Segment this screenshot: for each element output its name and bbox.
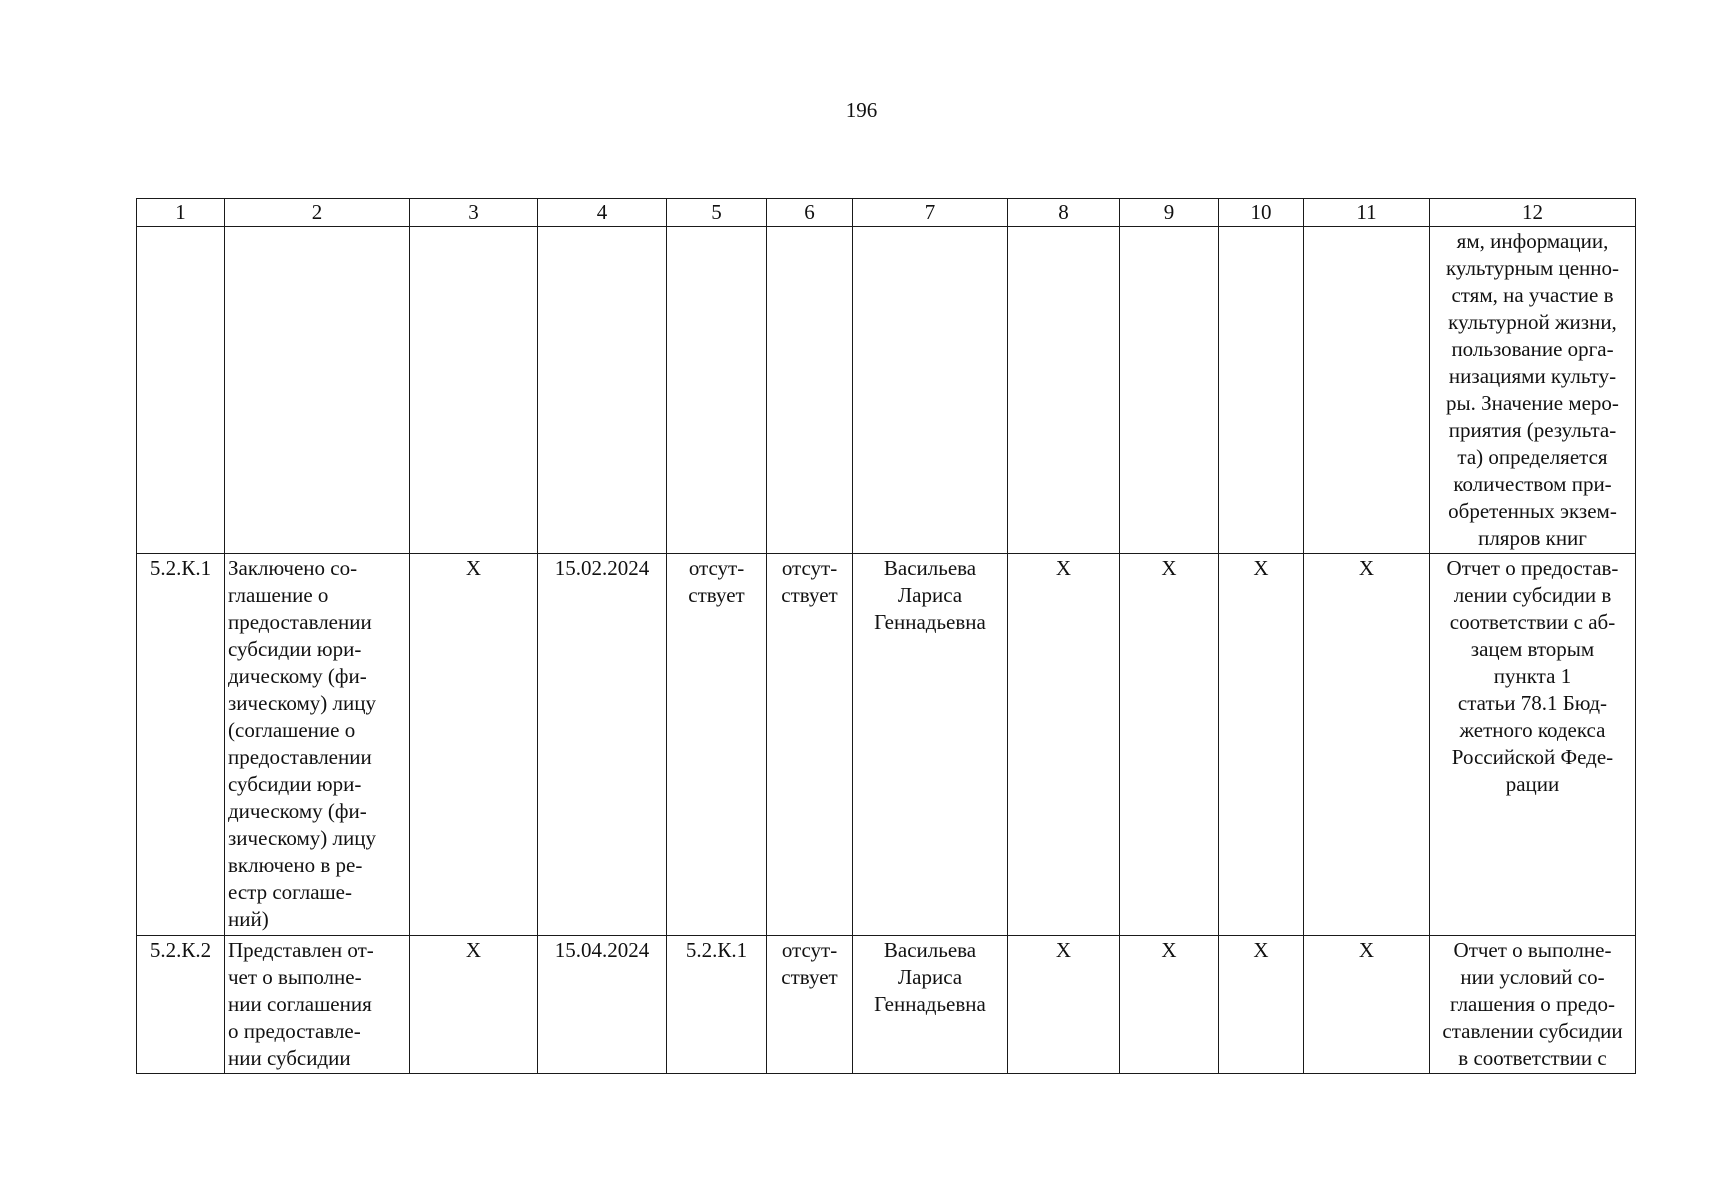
cell-col5 bbox=[667, 227, 767, 554]
cell-col6 bbox=[767, 227, 853, 554]
column-header: 6 bbox=[767, 199, 853, 227]
cell-number: 5.2.К.1 bbox=[137, 554, 225, 936]
cell-col11: X bbox=[1304, 554, 1430, 936]
cell-col8 bbox=[1008, 227, 1120, 554]
cell-number bbox=[137, 227, 225, 554]
cell-col3: X bbox=[410, 554, 538, 936]
cell-responsible: Васильева Лариса Геннадьевна bbox=[853, 554, 1008, 936]
cell-responsible bbox=[853, 227, 1008, 554]
cell-col6: отсут- ствует bbox=[767, 554, 853, 936]
column-header: 5 bbox=[667, 199, 767, 227]
cell-date: 15.02.2024 bbox=[538, 554, 667, 936]
cell-col3 bbox=[410, 227, 538, 554]
cell-document: ям, информации, культурным ценно- стям, на участие в культурной жизни, пользование орга- низациями культу- ры. Значение меро- приятия (результа- та) определяется количеством при- обретенных экзем- пляров книг bbox=[1430, 227, 1636, 554]
page-number: 196 bbox=[845, 98, 878, 122]
cell-responsible: Васильева Лариса Геннадьевна bbox=[853, 936, 1008, 1074]
cell-document: Отчет о предостав- лении субсидии в соответствии с аб- зацем вторым пункта 1 статьи 78.1 Бюд- жетного кодекса Российской Феде- рации bbox=[1430, 554, 1636, 936]
column-number-row bbox=[137, 199, 1636, 227]
cell-name bbox=[225, 227, 410, 554]
cell-col9: X bbox=[1120, 554, 1219, 936]
cell-col9 bbox=[1120, 227, 1219, 554]
cell-name: Заключено со- глашение о предоставлении субсидии юри- дическому (фи- зическому) лицу (соглашение о предоставлении субсидии юри- дическому (фи- зическому) лицу включено в ре- естр соглаше- ний) bbox=[225, 554, 410, 936]
cell-col9: X bbox=[1120, 936, 1219, 1074]
cell-col6: отсут- ствует bbox=[767, 936, 853, 1074]
cell-date bbox=[538, 227, 667, 554]
column-header: 2 bbox=[225, 199, 410, 227]
plan-table bbox=[136, 198, 1636, 1074]
column-header: 8 bbox=[1008, 199, 1120, 227]
column-header: 12 bbox=[1430, 199, 1636, 227]
column-header: 10 bbox=[1219, 199, 1304, 227]
cell-document: Отчет о выполне- нии условий со- глашения о предо- ставлении субсидии в соответствии с bbox=[1430, 936, 1636, 1074]
column-header: 4 bbox=[538, 199, 667, 227]
table-row bbox=[137, 554, 1636, 936]
column-header: 3 bbox=[410, 199, 538, 227]
cell-col11 bbox=[1304, 227, 1430, 554]
column-header: 7 bbox=[853, 199, 1008, 227]
cell-col11: X bbox=[1304, 936, 1430, 1074]
cell-col8: X bbox=[1008, 936, 1120, 1074]
cell-date: 15.04.2024 bbox=[538, 936, 667, 1074]
cell-col8: X bbox=[1008, 554, 1120, 936]
cell-number: 5.2.К.2 bbox=[137, 936, 225, 1074]
column-header: 1 bbox=[137, 199, 225, 227]
cell-name: Представлен от- чет о выполне- нии соглашения о предоставле- нии субсидии bbox=[225, 936, 410, 1074]
cell-col10: X bbox=[1219, 936, 1304, 1074]
cell-col10 bbox=[1219, 227, 1304, 554]
cell-col10: X bbox=[1219, 554, 1304, 936]
column-header: 9 bbox=[1120, 199, 1219, 227]
column-header: 11 bbox=[1304, 199, 1430, 227]
table-row-continuation bbox=[137, 227, 1636, 554]
cell-col5: отсут- ствует bbox=[667, 554, 767, 936]
cell-col5: 5.2.К.1 bbox=[667, 936, 767, 1074]
table-row bbox=[137, 936, 1636, 1074]
cell-col3: X bbox=[410, 936, 538, 1074]
